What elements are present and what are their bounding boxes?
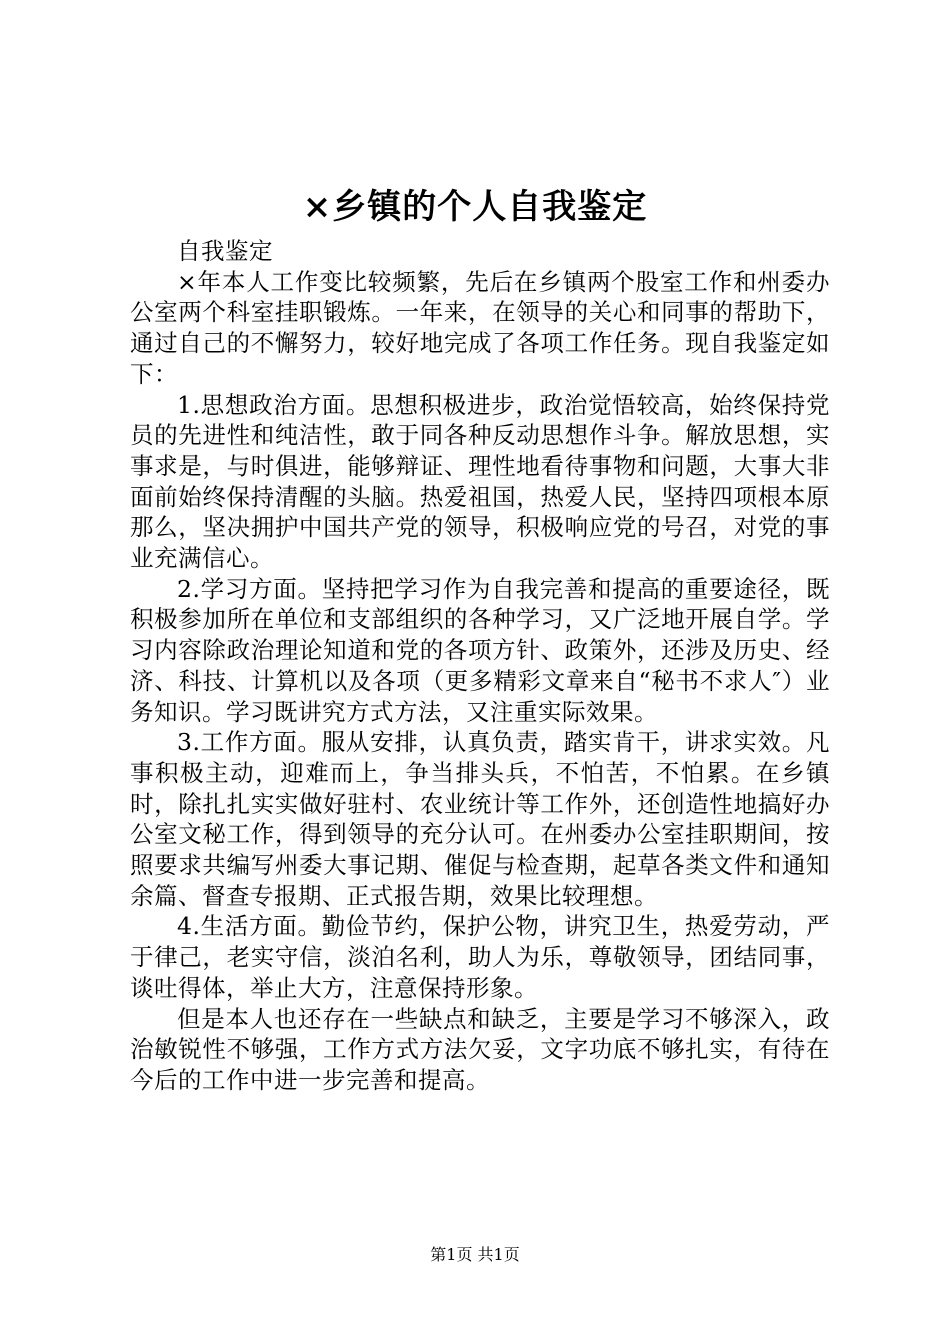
paragraph-study: 2.学习方面。坚持把学习作为自我完善和提高的重要途径，既积极参加所在单位和支部组织的各种学习，又广泛地开展自学。学习内容除政治理论知道和党的各项方针、政策外，还涉及历史、经济、科技、计算机以及各项（更多精彩文章来自“秘书不求人″）业务知识。学习既讲究方式方法，又注重实际效果。 [130,574,830,726]
page-footer: 第1页 共1页 [430,1245,520,1264]
paragraph-shortcomings: 但是本人也还存在一些缺点和缺乏，主要是学习不够深入，政治敏锐性不够强，工作方式方法欠妥，文字功底不够扎实，有待在今后的工作中进一步完善和提高。 [130,1004,830,1094]
paragraph-intro: ×年本人工作变比较频繁，先后在乡镇两个股室工作和州委办公室两个科室挂职锻炼。一年来，在领导的关心和同事的帮助下，通过自己的不懈努力，较好地完成了各项工作任务。现自我鉴定如下： [130,267,830,388]
paragraph-political: 1.思想政治方面。思想积极进步，政治觉悟较高，始终保持党员的先进性和纯洁性，敢于同各种反动思想作斗争。解放思想，实事求是，与时俱进，能够辩证、理性地看待事物和问题，大事大非面前始终保持清醒的头脑。热爱祖国，热爱人民，坚持四项根本原那么，坚决拥护中国共产党的领导，积极响应党的号召，对党的事业充满信心。 [130,390,830,573]
paragraph-work: 3.工作方面。服从安排，认真负责，踏实肯干，讲求实效。凡事积极主动，迎难而上，争当排头兵，不怕苦，不怕累。在乡镇时，除扎扎实实做好驻村、农业统计等工作外，还创造性地搞好办公室文秘工作，得到领导的充分认可。在州委办公室挂职期间，按照要求共编写州委大事记期、催促与检查期，起草各类文件和通知余篇、督查专报期、正式报告期，效果比较理想。 [130,728,830,910]
document-body [130,236,830,1096]
paragraph-life: 4.生活方面。勤俭节约，保护公物，讲究卫生，热爱劳动，严于律己，老实守信，淡泊名利，助人为乐，尊敬领导，团结同事，谈吐得体，举止大方，注意保持形象。 [130,912,830,1002]
document-title: ×乡镇的个人自我鉴定 [302,187,648,227]
paragraph-heading: 自我鉴定 [177,237,273,265]
